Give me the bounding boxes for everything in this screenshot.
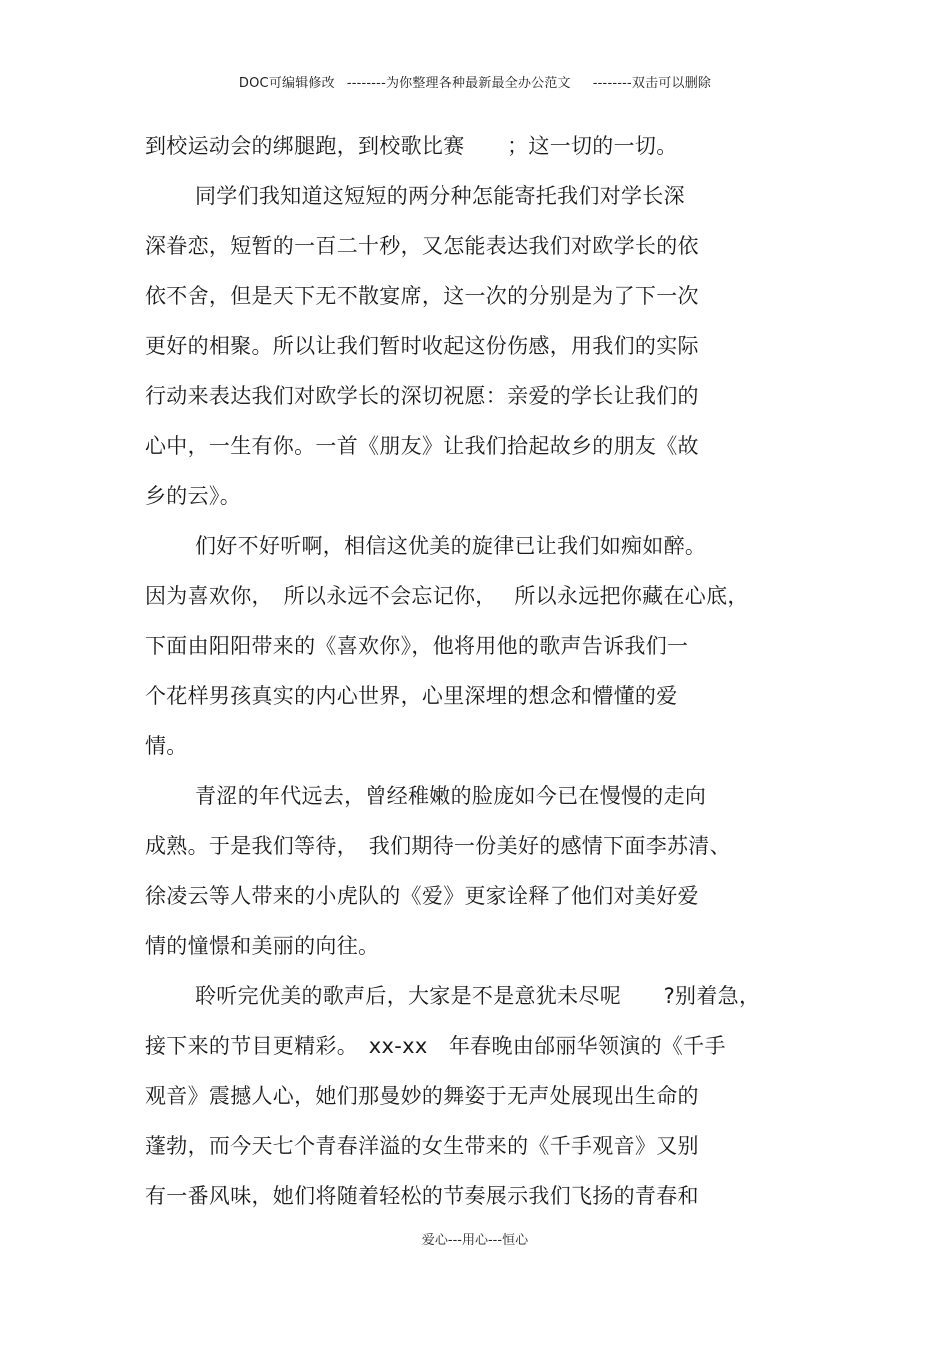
- text-line: 行动来表达我们对欧学长的深切祝愿：亲爱的学长让我们的: [145, 384, 699, 408]
- page-header: [0, 72, 950, 91]
- header-doc-label: DOC可编辑修改: [238, 76, 335, 91]
- text-line: 依不舍，但是天下无不散宴席，这一次的分别是为了下一次: [145, 284, 699, 308]
- text-line: 下面由阳阳带来的《喜欢你》，他将用他的歌声告诉我们一: [145, 634, 689, 658]
- header-tagline: --------为你整理各种最新最全办公范文: [346, 76, 571, 91]
- header-delete-hint: --------双击可以删除: [592, 76, 712, 91]
- text-line: 情。: [145, 734, 188, 758]
- text-line: 同学们我知道这短短的两分种怎能寄托我们对学长深: [195, 184, 685, 208]
- text-line: 心中，一生有你。一首《朋友》让我们拾起故乡的朋友《故: [145, 434, 699, 458]
- text-line: 徐凌云等人带来的小虎队的《爱》更家诠释了他们对美好爱: [145, 884, 699, 908]
- text-line: 成熟。于是我们等待， 我们期待一份美好的感情下面李苏清、: [145, 834, 731, 858]
- text-line: 有一番风味，她们将随着轻松的节奏展示我们飞扬的青春和: [145, 1184, 699, 1208]
- text-line: 聆听完优美的歌声后，大家是不是意犹未尽呢 ?别着急，: [195, 984, 761, 1008]
- text-line: 个花样男孩真实的内心世界，心里深埋的想念和懵懂的爱: [145, 684, 678, 708]
- text-line: 更好的相聚。所以让我们暂时收起这份伤感，用我们的实际: [145, 334, 699, 358]
- text-line: 蓬勃，而今天七个青春洋溢的女生带来的《千手观音》又别: [145, 1134, 699, 1158]
- text-line: 到校运动会的绑腿跑，到校歌比赛 ；这一切的一切。: [145, 134, 678, 158]
- document-body: [145, 121, 825, 1221]
- text-line: 情的憧憬和美丽的向往。: [145, 934, 380, 958]
- text-line: 深眷恋，短暂的一百二十秒，又怎能表达我们对欧学长的依: [145, 234, 699, 258]
- text-line: 青涩的年代远去，曾经稚嫩的脸庞如今已在慢慢的走向: [195, 784, 707, 808]
- text-line: 观音》震撼人心，她们那曼妙的舞姿于无声处展现出生命的: [145, 1084, 699, 1108]
- text-line: 们好不好听啊，相信这优美的旋律已让我们如痴如醉。: [195, 534, 707, 558]
- page-footer: 爱心---用心---恒心: [421, 1233, 529, 1248]
- text-line: 接下来的节目更精彩。 xx-xx 年春晚由邰丽华领演的《千手: [145, 1034, 726, 1058]
- text-line: 因为喜欢你， 所以永远不会忘记你， 所以永远把你藏在心底，: [145, 584, 749, 608]
- text-line: 乡的云》。: [145, 484, 241, 508]
